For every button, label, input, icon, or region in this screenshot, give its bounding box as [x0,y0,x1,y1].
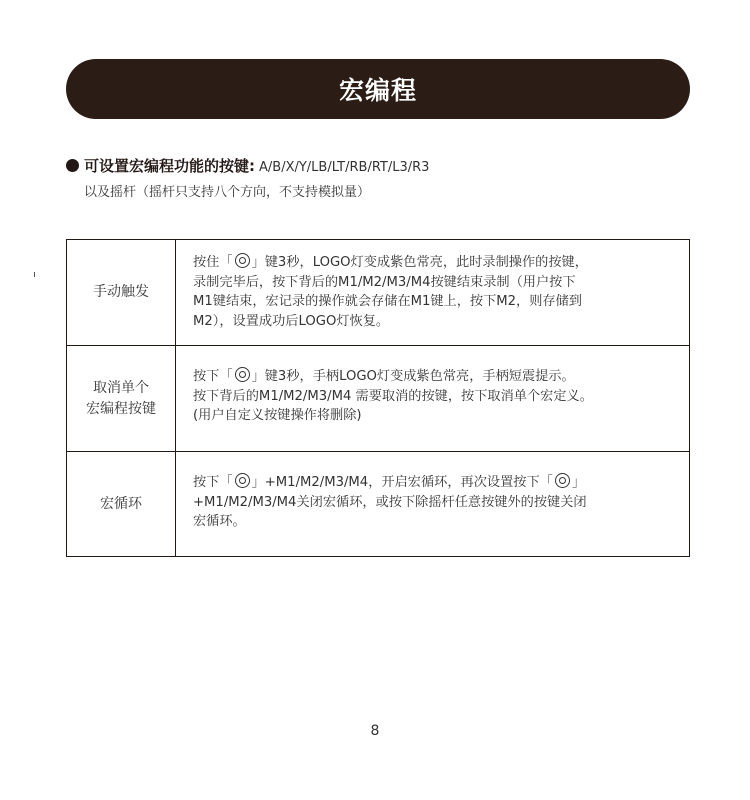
section-title-banner [66,59,690,119]
row-label-text: 取消单个 [93,379,149,396]
desc-text: 」键3秒，手柄LOGO灯变成紫色常亮，手柄短震提示。 [251,369,575,384]
page-title: 宏编程 [338,76,417,105]
desc-text: (用户自定义按键操作将删除) [193,408,362,423]
intro-heading: 可设置宏编程功能的按键: [84,157,255,175]
row-label [67,346,176,451]
row-label [67,240,176,345]
page-number: 8 [370,723,380,739]
desc-line [193,253,675,273]
gear-icon [235,253,250,268]
desc-text: 」+M1/M2/M3/M4，开启宏循环，再次设置按下「 [251,475,553,490]
desc-text: 录制完毕后，按下背后的M1/M2/M3/M4按键结束录制（用户按下 [193,274,576,290]
gear-icon [235,367,250,382]
desc-line [193,312,675,332]
row-description [176,240,689,345]
desc-text: M1键结束，宏记录的操作就会存储在M1键上，按下M2，则存储到 [193,294,582,309]
row-label [67,452,176,556]
desc-text: 」 [571,475,586,490]
desc-text: 宏循环。 [193,514,246,529]
table-row [67,452,689,557]
intro-line [66,156,706,178]
row-label-text: 手动触发 [93,284,149,300]
bullet-icon [66,159,79,172]
desc-text: 按下「 [193,475,233,490]
desc-line [193,292,675,312]
row-description [176,346,689,451]
table-row [67,346,689,452]
row-label-text: 宏编程按键 [86,400,156,417]
desc-line [193,387,675,407]
desc-text: 按下背后的M1/M2/M3/M4 需要取消的按键，按下取消单个宏定义。 [193,388,593,404]
table-row [67,240,689,346]
desc-text: 按下「 [193,369,233,384]
desc-text: M2），设置成功后LOGO灯恢复。 [193,313,390,329]
desc-line [193,273,675,293]
desc-line [193,406,675,426]
desc-text: 按住「 [193,255,233,270]
desc-text: 」键3秒，LOGO灯变成紫色常亮，此时录制操作的按键， [251,255,588,270]
desc-line [193,493,675,513]
gear-icon [555,473,570,488]
desc-text: +M1/M2/M3/M4关闭宏循环，或按下除摇杆任意按键外的按键关闭 [193,494,587,510]
desc-line [193,473,675,493]
desc-line [193,367,675,387]
intro-button-list: A/B/X/Y/LB/LT/RB/RT/L3/R3 [259,160,430,175]
intro-section [66,156,706,203]
row-description [176,452,689,556]
intro-subline: 以及摇杆（摇杆只支持八个方向，不支持模拟量） [84,185,371,200]
stray-mark [34,272,35,277]
gear-icon [235,473,250,488]
macro-table [66,239,690,557]
row-label-text: 宏循环 [100,495,142,512]
desc-line [193,512,675,532]
